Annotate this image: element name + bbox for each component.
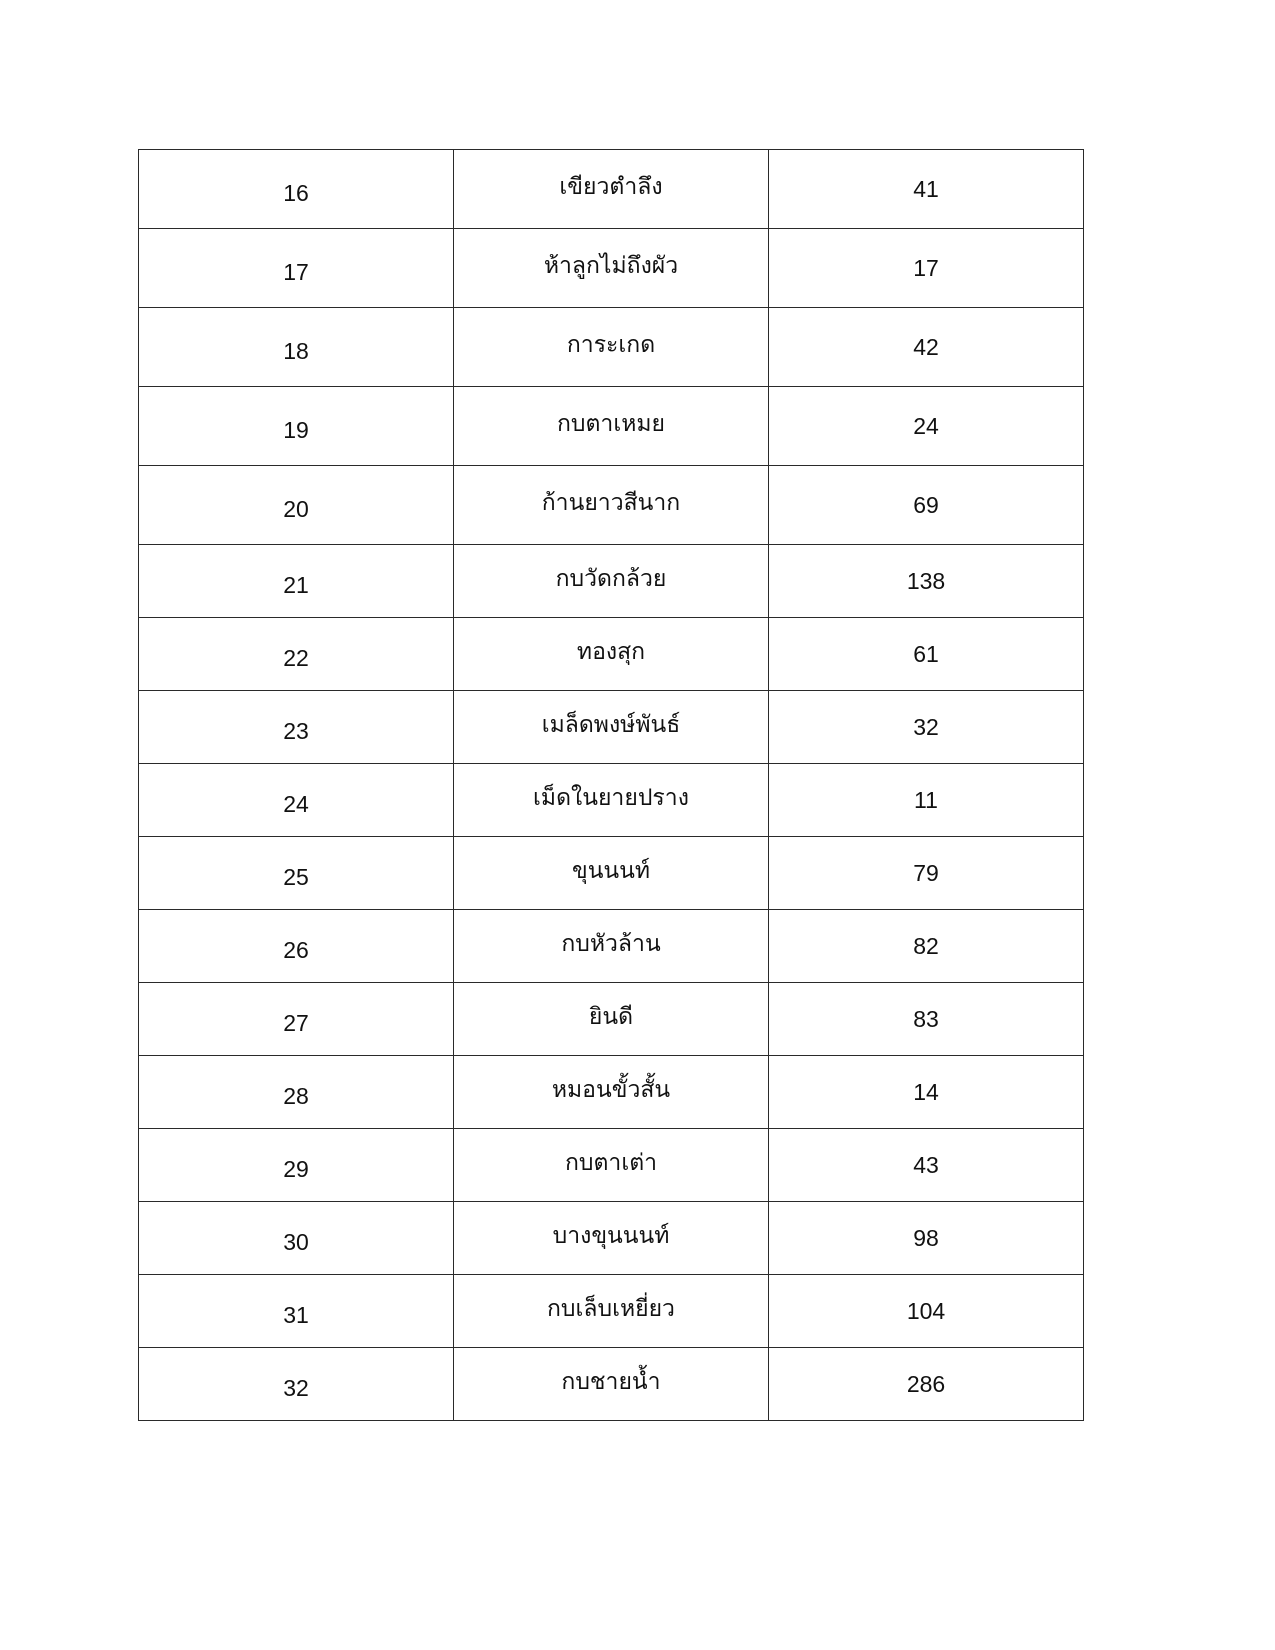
row-number-cell [139,837,454,910]
row-number: 18 [283,337,309,364]
table-row [139,691,1084,764]
variety-name-cell [454,910,769,983]
variety-name-cell [454,308,769,387]
variety-name: หมอนขั้วสั้น [551,1076,671,1103]
count-cell [769,837,1084,910]
count-value: 42 [913,333,939,360]
row-number: 21 [283,571,309,598]
table-row [139,229,1084,308]
count-value: 138 [906,567,946,594]
variety-name: ยินดี [588,1003,634,1030]
row-number: 17 [283,258,309,285]
variety-name: ก้านยาวสีนาก [541,489,681,516]
table-row [139,764,1084,837]
row-number-cell [139,466,454,545]
row-number: 26 [283,936,309,963]
table-row [139,387,1084,466]
count-value: 14 [913,1078,939,1105]
count-value: 79 [913,859,939,886]
count-cell [769,387,1084,466]
table-body [139,150,1084,1421]
variety-name: เขียวตำลึง [559,173,663,200]
table-row [139,1275,1084,1348]
row-number-cell [139,229,454,308]
variety-name-cell [454,545,769,618]
table-row [139,1202,1084,1275]
count-cell [769,1129,1084,1202]
count-cell [769,229,1084,308]
row-number: 29 [283,1155,309,1182]
row-number: 22 [283,644,309,671]
variety-name: กบวัดกล้วย [555,565,667,592]
variety-name: กบตาเต่า [564,1149,658,1176]
table-row [139,983,1084,1056]
variety-name-cell [454,1202,769,1275]
table-row [139,618,1084,691]
table-row [139,1056,1084,1129]
variety-name-cell [454,229,769,308]
variety-name: บางขุนนนท์ [552,1222,670,1249]
variety-name-cell [454,387,769,466]
count-cell [769,764,1084,837]
count-cell [769,983,1084,1056]
variety-name-cell [454,1348,769,1421]
row-number: 20 [283,495,309,522]
count-cell [769,545,1084,618]
row-number-cell [139,1129,454,1202]
variety-name-cell [454,1275,769,1348]
variety-name-cell [454,618,769,691]
row-number: 19 [283,416,309,443]
count-cell [769,1275,1084,1348]
row-number-cell [139,308,454,387]
row-number: 32 [283,1374,309,1401]
count-value: 104 [906,1297,946,1324]
table-row [139,150,1084,229]
table-row [139,466,1084,545]
row-number-cell [139,1275,454,1348]
row-number-cell [139,910,454,983]
count-value: 32 [913,713,939,740]
count-value: 17 [913,254,939,281]
variety-name-cell [454,764,769,837]
row-number-cell [139,764,454,837]
table-row [139,1348,1084,1421]
variety-name-cell [454,150,769,229]
variety-name: การะเกด [566,331,656,358]
variety-name-cell [454,466,769,545]
count-cell [769,308,1084,387]
variety-name: เม็ดในยายปราง [533,784,689,811]
variety-name: ขุนนนท์ [571,857,651,884]
row-number: 25 [283,863,309,890]
row-number: 16 [283,179,309,206]
count-cell [769,910,1084,983]
count-value: 61 [913,640,939,667]
variety-name: กบชายน้ำ [561,1368,661,1395]
row-number-cell [139,545,454,618]
count-value: 41 [913,175,939,202]
table-row [139,308,1084,387]
count-cell [769,691,1084,764]
row-number-cell [139,618,454,691]
count-value: 83 [913,1005,939,1032]
variety-name-cell [454,691,769,764]
count-value: 286 [906,1370,946,1397]
row-number: 24 [283,790,309,817]
variety-name-cell [454,837,769,910]
variety-name: ห้าลูกไม่ถึงผัว [543,252,679,279]
table-row [139,1129,1084,1202]
table-row [139,545,1084,618]
data-table [138,149,1084,1421]
row-number: 30 [283,1228,309,1255]
count-value: 11 [914,786,938,813]
variety-name: กบตาเหมย [556,410,666,437]
variety-name: กบเล็บเหยี่ยว [547,1295,675,1322]
row-number-cell [139,983,454,1056]
count-cell [769,618,1084,691]
variety-name: ทองสุก [576,638,646,665]
count-cell [769,150,1084,229]
count-value: 24 [913,412,939,439]
row-number: 28 [283,1082,309,1109]
count-cell [769,1202,1084,1275]
variety-name-cell [454,1129,769,1202]
count-cell [769,1348,1084,1421]
count-value: 43 [913,1151,939,1178]
row-number: 31 [283,1301,309,1328]
row-number: 27 [283,1009,309,1036]
row-number-cell [139,1202,454,1275]
variety-name-cell [454,983,769,1056]
count-cell [769,466,1084,545]
row-number-cell [139,1348,454,1421]
table-row [139,837,1084,910]
variety-name: เมล็ดพงษ์พันธ์ [541,711,681,738]
count-value: 98 [913,1224,939,1251]
count-value: 69 [913,491,939,518]
variety-name-cell [454,1056,769,1129]
variety-name: กบหัวล้าน [561,930,661,957]
row-number-cell [139,691,454,764]
row-number-cell [139,150,454,229]
row-number-cell [139,387,454,466]
row-number: 23 [283,717,309,744]
row-number-cell [139,1056,454,1129]
count-cell [769,1056,1084,1129]
table-row [139,910,1084,983]
count-value: 82 [913,932,939,959]
